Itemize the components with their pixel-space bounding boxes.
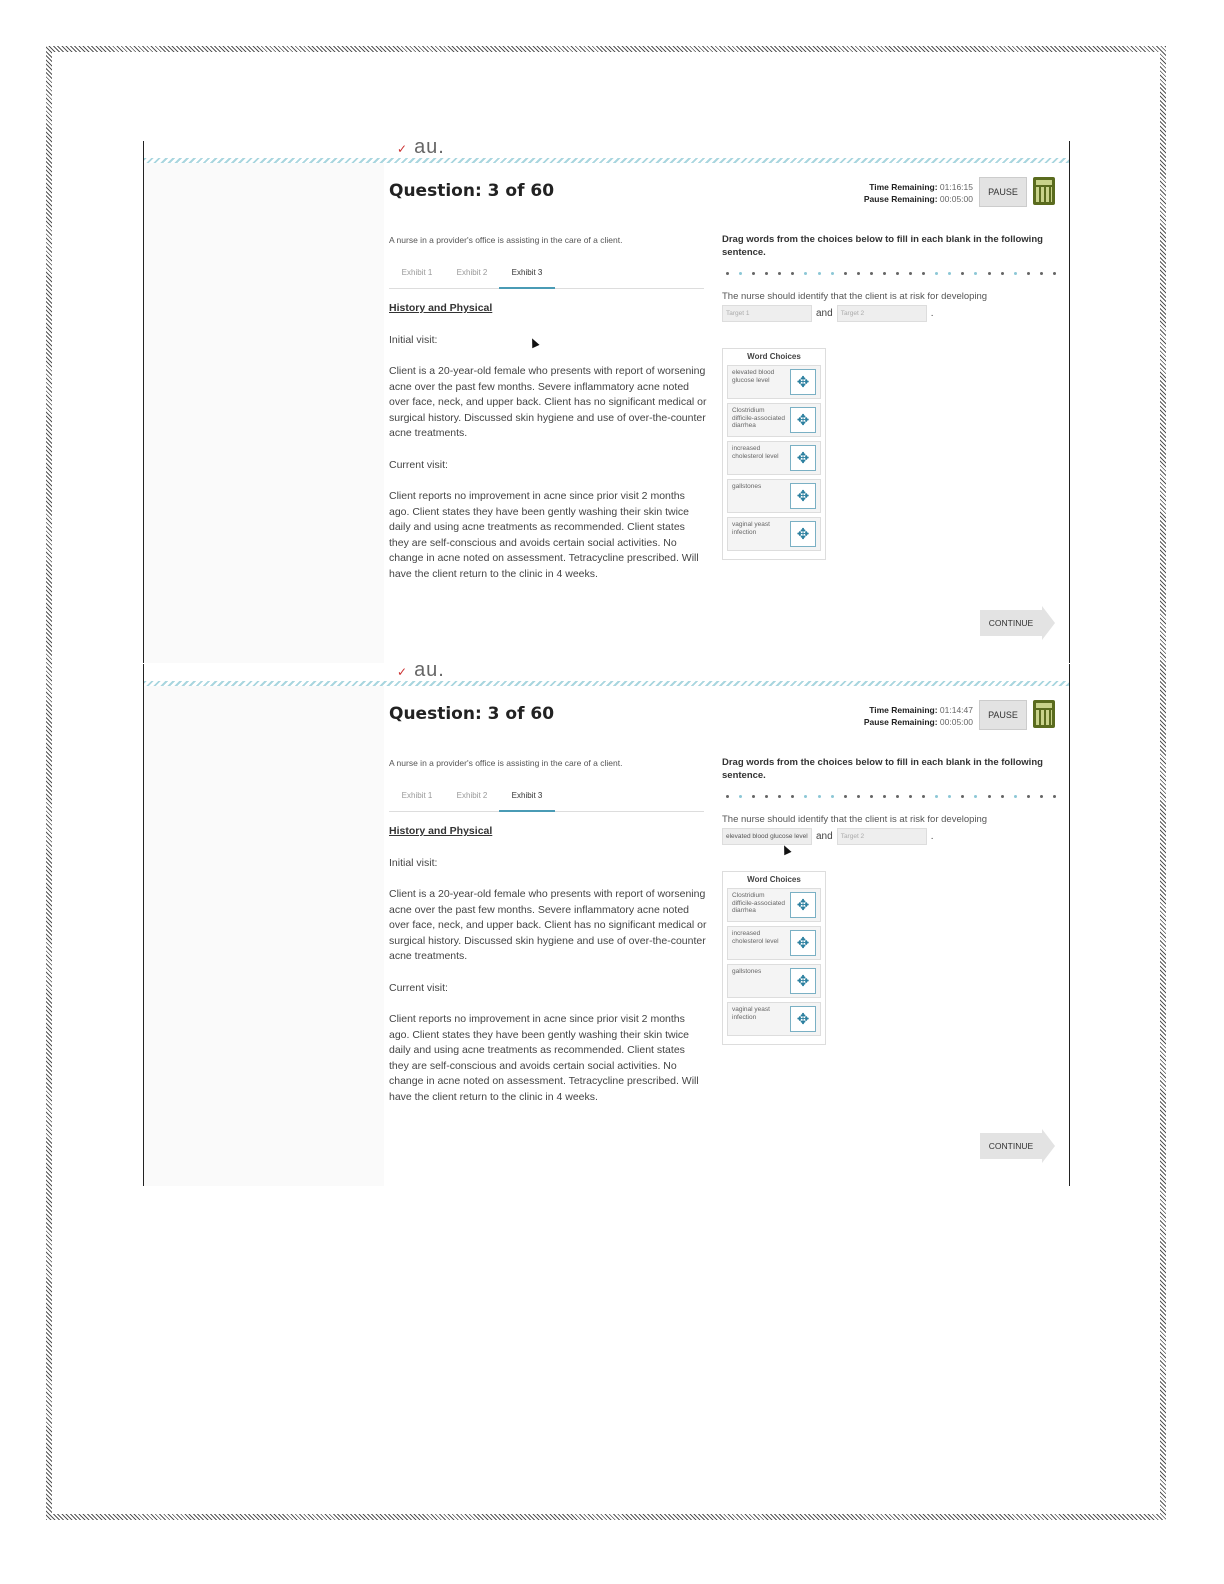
sentence: The nurse should identify that the client is at risk for developing [722, 291, 988, 302]
continue-label: CONTINUE [980, 1133, 1042, 1159]
timers [864, 704, 973, 728]
continue-button[interactable] [980, 1129, 1055, 1163]
move-arrows-icon[interactable]: ✥ [790, 892, 816, 918]
initial-visit-text: Client is a 20-year-old female who presents with report of worsening acne over the past few months. Severe inflammatory acne noted over face, neck, and upper back. Client has no significant medical or surgical history. Discussed skin hygiene and use of over-the-counter acne treatments. [389, 888, 707, 962]
word-choice[interactable] [727, 441, 821, 475]
dotted-divider [726, 272, 1056, 278]
word-choice[interactable] [727, 403, 821, 437]
target-2-dropzone[interactable]: Target 2 [837, 305, 927, 322]
word-choice[interactable] [727, 365, 821, 399]
word-choice[interactable] [727, 1002, 821, 1036]
arrow-right-icon [1042, 1129, 1055, 1163]
logo: ✓ au. [397, 659, 445, 681]
exhibit-heading: History and Physical [389, 302, 493, 314]
initial-visit-text: Client is a 20-year-old female who presents with report of worsening acne over the past few months. Severe inflammatory acne noted over face, neck, and upper back. Client has no significant medical or surgical history. Discussed skin hygiene and use of over-the-counter acne treatments. [389, 365, 707, 439]
sentence: The nurse should identify that the client is at risk for developing [722, 814, 988, 825]
exhibit-content [389, 824, 707, 1121]
tab-exhibit-3[interactable]: Exhibit 3 [499, 258, 555, 289]
blanks-row [722, 828, 933, 845]
continue-button[interactable] [980, 606, 1055, 640]
pause-button[interactable]: PAUSE [979, 700, 1027, 730]
move-arrows-icon[interactable]: ✥ [790, 1006, 816, 1032]
initial-visit-label: Initial visit: [389, 856, 438, 869]
time-remaining-label: Time Remaining: [869, 705, 938, 715]
exhibit-tabs [389, 781, 704, 812]
check-icon: ✓ [397, 665, 409, 679]
logo: ✓ au. [397, 136, 445, 158]
word-choices-panel [722, 348, 826, 560]
pause-remaining-value: 00:05:00 [939, 194, 973, 204]
continue-label: CONTINUE [980, 610, 1042, 636]
blanks-row [722, 305, 933, 322]
move-arrows-icon[interactable]: ✥ [790, 968, 816, 994]
pause-remaining-label: Pause Remaining: [863, 717, 938, 727]
word-choice-label: elevated blood glucose level [732, 369, 775, 384]
move-arrows-icon[interactable]: ✥ [790, 483, 816, 509]
tab-exhibit-2[interactable]: Exhibit 2 [456, 268, 488, 277]
word-choice-label: gallstones [732, 483, 762, 490]
dotted-divider [726, 795, 1056, 801]
pause-remaining-value: 00:05:00 [939, 717, 973, 727]
current-visit-label: Current visit: [389, 981, 448, 994]
calculator-icon[interactable] [1033, 700, 1055, 728]
time-remaining-label: Time Remaining: [869, 182, 938, 192]
question-stem: A nurse in a provider's office is assisting in the care of a client. [389, 235, 623, 245]
word-choice[interactable] [727, 517, 821, 551]
instruction: Drag words from the choices below to fill in each blank in the following sentence. [722, 234, 1043, 258]
word-choices-title: Word Choices [747, 352, 801, 361]
check-icon: ✓ [397, 142, 409, 156]
word-choice[interactable] [727, 926, 821, 960]
calculator-icon[interactable] [1033, 177, 1055, 205]
exhibit-content [389, 301, 707, 598]
move-arrows-icon[interactable]: ✥ [790, 521, 816, 547]
and-word: and [816, 308, 833, 319]
exhibit-tabs [389, 258, 704, 289]
left-margin [144, 163, 384, 663]
tab-exhibit-3[interactable]: Exhibit 3 [499, 781, 555, 812]
instruction: Drag words from the choices below to fill in each blank in the following sentence. [722, 757, 1043, 781]
move-arrows-icon[interactable]: ✥ [790, 407, 816, 433]
time-remaining-value: 01:16:15 [939, 182, 973, 192]
pause-button[interactable]: PAUSE [979, 177, 1027, 207]
left-margin [144, 686, 384, 1186]
arrow-right-icon [1042, 606, 1055, 640]
mouse-cursor-icon [780, 844, 791, 856]
tab-exhibit-1[interactable]: Exhibit 1 [401, 791, 433, 800]
current-visit-text: Client reports no improvement in acne since prior visit 2 months ago. Client states they have been gently washing their skin twice daily and using acne treatments as recommended. Client states they are self-conscious and avoids certain social activities. No change in acne noted on assessment. Tetracycline prescribed. Will have the client return to the clinic in 4 weeks. [389, 1013, 699, 1103]
question-title: Question: 3 of 60 [389, 704, 555, 724]
word-choices-panel [722, 871, 826, 1045]
word-choice-label: gallstones [732, 968, 762, 975]
question-stem: A nurse in a provider's office is assisting in the care of a client. [389, 758, 623, 768]
question-title: Question: 3 of 60 [389, 181, 555, 201]
word-choice-label: vaginal yeast infection [732, 521, 770, 536]
target-2-dropzone[interactable]: Target 2 [837, 828, 927, 845]
tab-exhibit-2[interactable]: Exhibit 2 [456, 791, 488, 800]
pause-remaining-label: Pause Remaining: [863, 194, 938, 204]
word-choice[interactable] [727, 964, 821, 998]
word-choice-label: increased cholesterol level [732, 445, 779, 460]
screenshot-1 [143, 136, 1070, 663]
target-1-dropzone[interactable]: Target 1 [722, 305, 812, 322]
time-remaining-value: 01:14:47 [939, 705, 973, 715]
move-arrows-icon[interactable]: ✥ [790, 930, 816, 956]
and-word: and [816, 831, 833, 842]
initial-visit-label: Initial visit: [389, 333, 438, 346]
current-visit-text: Client reports no improvement in acne since prior visit 2 months ago. Client states they have been gently washing their skin twice daily and using acne treatments as recommended. Client states they are self-conscious and avoids certain social activities. No change in acne noted on assessment. Tetracycline prescribed. Will have the client return to the clinic in 4 weeks. [389, 490, 699, 580]
exhibit-heading: History and Physical [389, 825, 493, 837]
word-choice-label: Clostridium difficile-associated diarrhea [732, 892, 785, 914]
move-arrows-icon[interactable]: ✥ [790, 369, 816, 395]
sentence-period: . [930, 831, 934, 842]
word-choices-title: Word Choices [747, 875, 801, 884]
target-1-dropzone[interactable]: elevated blood glucose level [722, 828, 812, 845]
current-visit-label: Current visit: [389, 458, 448, 471]
word-choice[interactable] [727, 479, 821, 513]
word-choice-label: Clostridium difficile-associated diarrhea [732, 407, 785, 429]
move-arrows-icon[interactable]: ✥ [790, 445, 816, 471]
sentence-period: . [930, 308, 934, 319]
tab-exhibit-1[interactable]: Exhibit 1 [401, 268, 433, 277]
screenshot-2 [143, 659, 1070, 1186]
word-choice-label: vaginal yeast infection [732, 1006, 770, 1021]
timers [864, 181, 973, 205]
word-choice-label: increased cholesterol level [732, 930, 779, 945]
word-choice[interactable] [727, 888, 821, 922]
